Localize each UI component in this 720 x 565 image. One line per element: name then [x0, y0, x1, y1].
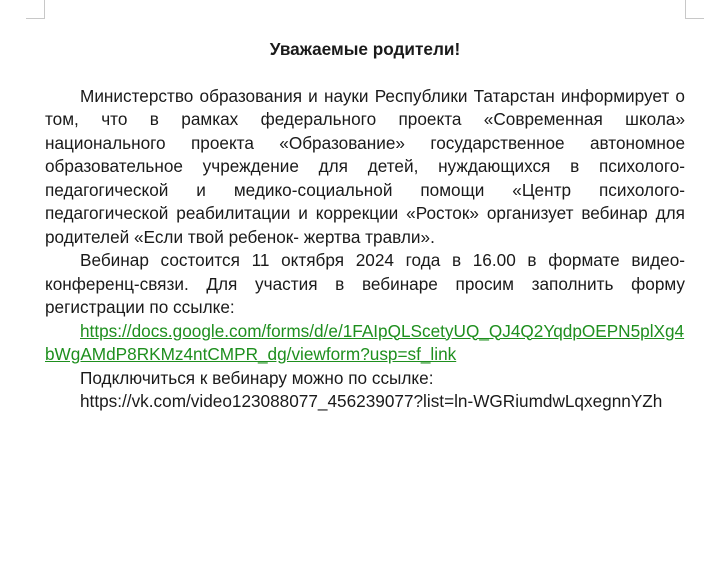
document-title: Уважаемые родители!: [269, 39, 461, 59]
document-body: [45, 38, 685, 414]
page-corner-mark-right: [685, 0, 704, 19]
registration-link-line: [45, 320, 685, 367]
registration-link[interactable]: https://docs.google.com/forms/d/e/1FAIpQLScetyUQ_QJ4Q2YqdpOEPN5plXg4bWgAMdP8RKMz4ntCMPR_dg/viewform?usp=sf_link: [45, 320, 685, 364]
connect-label: Подключиться к вебинару можно по ссылке:: [80, 367, 434, 388]
paragraph-announcement: Министерство образования и науки Республики Татарстан информирует о том, что в рамках федерального проекта «Современная школа» национального проекта «Образование» государственное автономное образовательное учреждение для детей, нуждающихся в психолого-педагогической и медико-социальной помощи «Центр психолого-педагогической реабилитации и коррекции «Росток» организует вебинар для родителей «Если твой ребенок- жертва травли».: [45, 85, 685, 247]
webinar-link: https://vk.com/video123088077_456239077?list=ln-WGRiumdwLqxegnnYZh: [80, 391, 663, 411]
page-corner-mark-left: [26, 0, 45, 19]
paragraph-webinar-details: Вебинар состоится 11 октября 2024 года в 16.00 в формате видео-конференц-связи. Для участия в вебинаре просим заполнить форму регистрации по ссылке:: [45, 250, 685, 317]
